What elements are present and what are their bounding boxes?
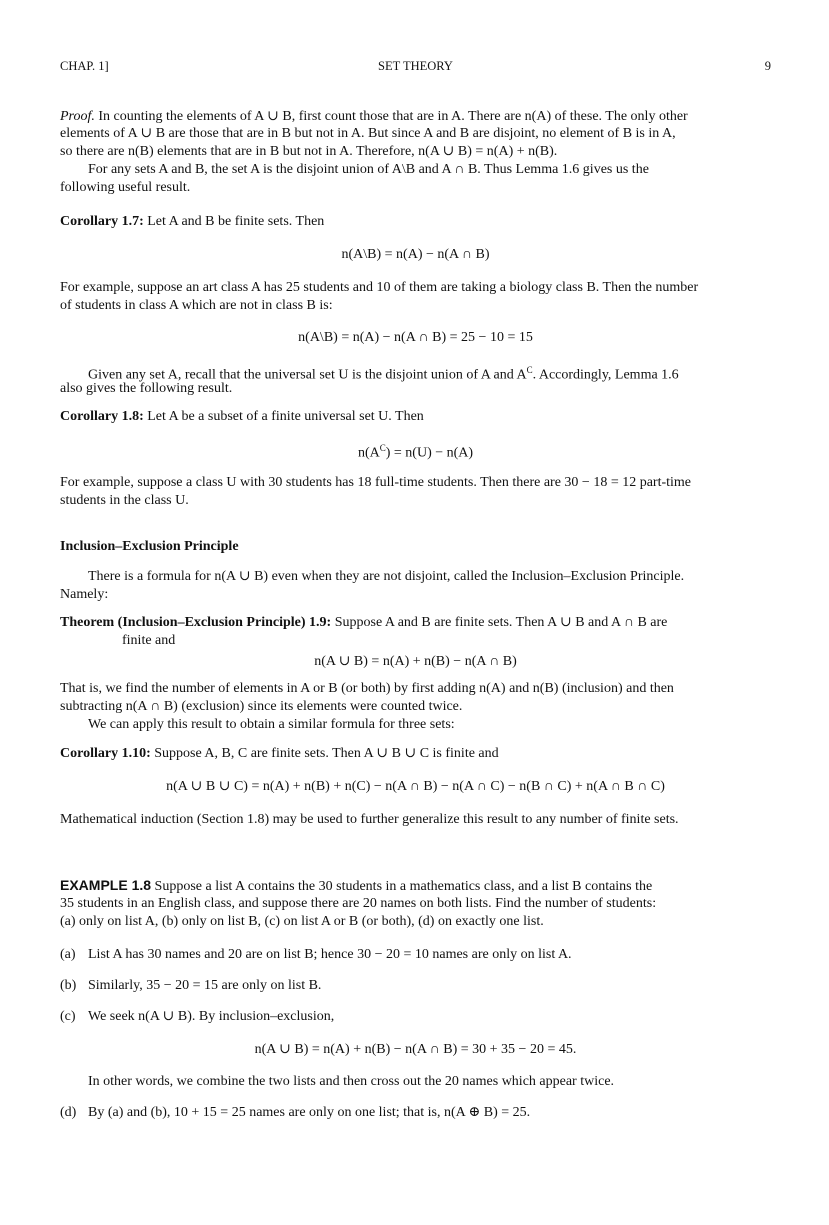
universal-set-line-2: also gives the following result. [60,381,233,396]
theorem-1-9-continuation: finite and [122,633,176,648]
example-item-d: (d) By (a) and (b), 10 + 15 = 25 names are only on one list; that is, n(A ⊕ B) = 25. [60,1105,531,1120]
class-example-line-2: students in the class U. [60,493,189,508]
complement-superscript: C [526,365,533,375]
proof-line-1: Proof. In counting the elements of A ∪ B, first count those that are in A. There are n(A) of these. The only other [60,109,688,124]
corollary-1-7-formula: n(A\B) = n(A) − n(A ∩ B) [341,247,490,262]
intro-line-2: Namely: [60,587,109,602]
corollary-1-10-label: Corollary 1.10: [60,746,151,761]
universal-set-line-1: Given any set A, recall that the universal set U is the disjoint union of A and $A^C$. Accordingly, Lemma 1.6 [88,365,679,383]
proof-label: Proof. [60,109,95,124]
art-example-line-2: of students in class A which are not in class B is: [60,298,333,313]
example-item-b: (b) Similarly, 35 − 20 = 15 are only on list B. [60,978,322,993]
corollary-1-7-label: Corollary 1.7: [60,214,144,229]
section-heading: Inclusion–Exclusion Principle [60,539,239,554]
running-header [60,58,771,74]
chapter-label: CHAP. 1] [60,59,109,73]
art-example-formula: n(A\B) = n(A) − n(A ∩ B) = 25 − 10 = 15 [298,330,533,345]
thatis-line-3: We can apply this result to obtain a similar formula for three sets: [88,717,455,732]
corollary-1-8-label: Corollary 1.8: [60,409,144,424]
class-example-line-1: For example, suppose a class U with 30 students has 18 full-time students. Then there are 30 − 18 = 12 part-time [60,475,692,490]
corollary-1-10: Corollary 1.10: Suppose A, B, C are finite sets. Then A ∪ B ∪ C is finite and [60,746,499,761]
example-item-c-formula: n(A ∪ B) = n(A) + n(B) − n(A ∩ B) = 30 + 35 − 20 = 45. [254,1042,577,1057]
disjoint-union-line-2: following useful result. [60,180,191,195]
example-1-8-line-1: EXAMPLE 1.8 Suppose a list A contains the 30 students in a mathematics class, and a list B contains the [60,877,653,894]
induction-sentence: Mathematical induction (Section 1.8) may be used to further generalize this result to any number of finite sets. [60,812,679,827]
theorem-1-9-label: Theorem (Inclusion–Exclusion Principle) 1.9: [60,615,332,630]
corollary-1-8-formula: $n(A^C) = n(U) - n(A)$ [357,443,474,461]
theorem-1-9: Theorem (Inclusion–Exclusion Principle) 1.9: Suppose A and B are finite sets. Then A ∪ B and A ∩ B are [60,615,668,630]
proof-line-2: elements of A ∪ B are those that are in B but not in A. But since A and B are disjoint, no element of B is in A, [60,126,676,141]
intro-line-1: There is a formula for n(A ∪ B) even when they are not disjoint, called the Inclusion–Exclusion Principle. [88,569,685,584]
art-example-line-1: For example, suppose an art class A has 25 students and 10 of them are taking a biology class B. Then the number [60,280,699,295]
corollary-1-8: Corollary 1.8: Let A be a subset of a finite universal set U. Then [60,409,424,424]
example-1-8-label: EXAMPLE 1.8 [60,877,152,893]
example-1-8-line-3: (a) only on list A, (b) only on list B, (c) on list A or B (or both), (d) on exactly one list. [60,914,544,929]
proof-line-3: so there are n(B) elements that are in B but not in A. Therefore, n(A ∪ B) = n(A) + n(B). [60,144,558,159]
theorem-1-9-formula: n(A ∪ B) = n(A) + n(B) − n(A ∩ B) [314,654,517,669]
corollary-1-10-formula: n(A ∪ B ∪ C) = n(A) + n(B) + n(C) − n(A ∩ B) − n(A ∩ C) − n(B ∩ C) + n(A ∩ B ∩ C) [166,779,665,794]
thatis-line-2: subtracting n(A ∩ B) (exclusion) since its elements were counted twice. [60,699,463,714]
running-title: SET THEORY [378,59,453,73]
page-number: 9 [764,59,771,73]
disjoint-union-line-1: For any sets A and B, the set A is the disjoint union of A\B and A ∩ B. Thus Lemma 1.6 gives us the [88,162,649,177]
example-item-c: (c) We seek n(A ∪ B). By inclusion–exclusion, [60,1009,335,1024]
corollary-1-7: Corollary 1.7: Let A and B be finite sets. Then [60,214,325,229]
example-item-a: (a) List A has 30 names and 20 are on list B; hence 30 − 20 = 10 names are only on list A. [60,947,572,962]
example-1-8-line-2: 35 students in an English class, and suppose there are 20 names on both lists. Find the number of students: [60,896,657,911]
thatis-line-1: That is, we find the number of elements in A or B (or both) by first adding n(A) and n(B) (inclusion) and then [60,681,674,696]
example-item-c-note: In other words, we combine the two lists and then cross out the 20 names which appear twice. [88,1074,615,1089]
